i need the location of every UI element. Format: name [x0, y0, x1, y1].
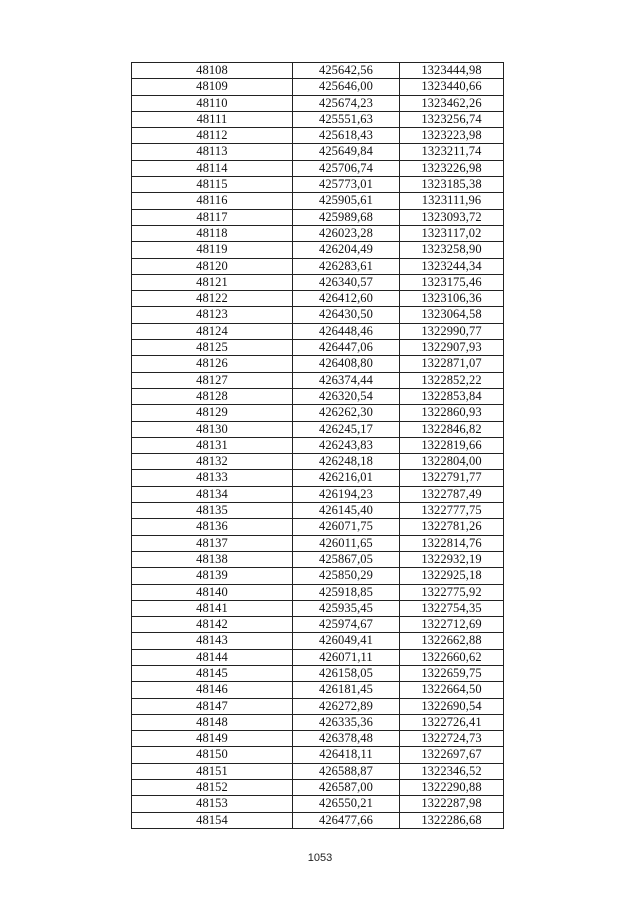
point-id-cell: 48138 — [132, 551, 293, 567]
table-row — [132, 698, 504, 714]
x-coordinate-cell: 426448,46 — [293, 323, 400, 339]
x-coordinate-cell: 426588,87 — [293, 763, 400, 779]
y-coordinate-cell: 1322814,76 — [400, 535, 504, 551]
point-id-cell: 48129 — [132, 405, 293, 421]
point-id-cell: 48139 — [132, 568, 293, 584]
point-id-cell: 48140 — [132, 584, 293, 600]
table-row — [132, 600, 504, 616]
table-row — [132, 812, 504, 828]
table-row — [132, 209, 504, 225]
point-id-cell: 48145 — [132, 665, 293, 681]
x-coordinate-cell: 426158,05 — [293, 665, 400, 681]
y-coordinate-cell: 1323256,74 — [400, 111, 504, 127]
x-coordinate-cell: 425935,45 — [293, 600, 400, 616]
y-coordinate-cell: 1322290,88 — [400, 780, 504, 796]
point-id-cell: 48151 — [132, 763, 293, 779]
table-row — [132, 128, 504, 144]
point-id-cell: 48132 — [132, 454, 293, 470]
y-coordinate-cell: 1322690,54 — [400, 698, 504, 714]
table-row — [132, 421, 504, 437]
point-id-cell: 48111 — [132, 111, 293, 127]
x-coordinate-cell: 426378,48 — [293, 731, 400, 747]
x-coordinate-cell: 425850,29 — [293, 568, 400, 584]
y-coordinate-cell: 1322925,18 — [400, 568, 504, 584]
x-coordinate-cell: 426408,80 — [293, 356, 400, 372]
y-coordinate-cell: 1323117,02 — [400, 225, 504, 241]
y-coordinate-cell: 1322804,00 — [400, 454, 504, 470]
table-row — [132, 225, 504, 241]
table-row — [132, 291, 504, 307]
y-coordinate-cell: 1323226,98 — [400, 160, 504, 176]
point-id-cell: 48143 — [132, 633, 293, 649]
table-row — [132, 731, 504, 747]
table-row — [132, 649, 504, 665]
x-coordinate-cell: 426272,89 — [293, 698, 400, 714]
table-row — [132, 584, 504, 600]
x-coordinate-cell: 425618,43 — [293, 128, 400, 144]
table-row — [132, 307, 504, 323]
point-id-cell: 48153 — [132, 796, 293, 812]
point-id-cell: 48112 — [132, 128, 293, 144]
table-row — [132, 193, 504, 209]
y-coordinate-cell: 1322724,73 — [400, 731, 504, 747]
table-row — [132, 470, 504, 486]
y-coordinate-cell: 1323111,96 — [400, 193, 504, 209]
table-row — [132, 177, 504, 193]
x-coordinate-cell: 426049,41 — [293, 633, 400, 649]
x-coordinate-cell: 425706,74 — [293, 160, 400, 176]
point-id-cell: 48154 — [132, 812, 293, 828]
x-coordinate-cell: 425773,01 — [293, 177, 400, 193]
table-row — [132, 160, 504, 176]
x-coordinate-cell: 426181,45 — [293, 682, 400, 698]
x-coordinate-cell: 426071,75 — [293, 519, 400, 535]
x-coordinate-cell: 426262,30 — [293, 405, 400, 421]
table-row — [132, 79, 504, 95]
table-row — [132, 535, 504, 551]
y-coordinate-cell: 1323211,74 — [400, 144, 504, 160]
point-id-cell: 48136 — [132, 519, 293, 535]
table-row — [132, 111, 504, 127]
x-coordinate-cell: 425989,68 — [293, 209, 400, 225]
point-id-cell: 48108 — [132, 63, 293, 79]
x-coordinate-cell: 426374,44 — [293, 372, 400, 388]
point-id-cell: 48137 — [132, 535, 293, 551]
point-id-cell: 48118 — [132, 225, 293, 241]
point-id-cell: 48119 — [132, 242, 293, 258]
point-id-cell: 48142 — [132, 617, 293, 633]
y-coordinate-cell: 1322787,49 — [400, 486, 504, 502]
y-coordinate-cell: 1323258,90 — [400, 242, 504, 258]
table-row — [132, 763, 504, 779]
table-row — [132, 796, 504, 812]
y-coordinate-cell: 1322697,67 — [400, 747, 504, 763]
point-id-cell: 48116 — [132, 193, 293, 209]
x-coordinate-cell: 425867,05 — [293, 551, 400, 567]
x-coordinate-cell: 426011,65 — [293, 535, 400, 551]
point-id-cell: 48148 — [132, 714, 293, 730]
y-coordinate-cell: 1323440,66 — [400, 79, 504, 95]
table-row — [132, 63, 504, 79]
point-id-cell: 48144 — [132, 649, 293, 665]
point-id-cell: 48133 — [132, 470, 293, 486]
y-coordinate-cell: 1323444,98 — [400, 63, 504, 79]
x-coordinate-cell: 426243,83 — [293, 437, 400, 453]
y-coordinate-cell: 1322662,88 — [400, 633, 504, 649]
y-coordinate-cell: 1323175,46 — [400, 274, 504, 290]
table-row — [132, 780, 504, 796]
y-coordinate-cell: 1323093,72 — [400, 209, 504, 225]
y-coordinate-cell: 1322819,66 — [400, 437, 504, 453]
x-coordinate-cell: 426216,01 — [293, 470, 400, 486]
x-coordinate-cell: 426194,23 — [293, 486, 400, 502]
x-coordinate-cell: 426447,06 — [293, 340, 400, 356]
y-coordinate-cell: 1322346,52 — [400, 763, 504, 779]
y-coordinate-cell: 1322781,26 — [400, 519, 504, 535]
point-id-cell: 48149 — [132, 731, 293, 747]
table-row — [132, 372, 504, 388]
point-id-cell: 48120 — [132, 258, 293, 274]
y-coordinate-cell: 1323462,26 — [400, 95, 504, 111]
point-id-cell: 48109 — [132, 79, 293, 95]
table-row — [132, 405, 504, 421]
point-id-cell: 48134 — [132, 486, 293, 502]
x-coordinate-cell: 426550,21 — [293, 796, 400, 812]
table-row — [132, 665, 504, 681]
table-row — [132, 617, 504, 633]
x-coordinate-cell: 426204,49 — [293, 242, 400, 258]
y-coordinate-cell: 1322852,22 — [400, 372, 504, 388]
x-coordinate-cell: 425974,67 — [293, 617, 400, 633]
table-row — [132, 144, 504, 160]
page-number: 1053 — [307, 852, 333, 864]
x-coordinate-cell: 425551,63 — [293, 111, 400, 127]
point-id-cell: 48131 — [132, 437, 293, 453]
table-row — [132, 714, 504, 730]
point-id-cell: 48146 — [132, 682, 293, 698]
point-id-cell: 48114 — [132, 160, 293, 176]
y-coordinate-cell: 1322286,68 — [400, 812, 504, 828]
y-coordinate-cell: 1322726,41 — [400, 714, 504, 730]
point-id-cell: 48113 — [132, 144, 293, 160]
y-coordinate-cell: 1323064,58 — [400, 307, 504, 323]
table-row — [132, 486, 504, 502]
y-coordinate-cell: 1322846,82 — [400, 421, 504, 437]
y-coordinate-cell: 1322775,92 — [400, 584, 504, 600]
x-coordinate-cell: 425649,84 — [293, 144, 400, 160]
point-id-cell: 48124 — [132, 323, 293, 339]
y-coordinate-cell: 1322659,75 — [400, 665, 504, 681]
table-row — [132, 747, 504, 763]
x-coordinate-cell: 426418,11 — [293, 747, 400, 763]
x-coordinate-cell: 426071,11 — [293, 649, 400, 665]
y-coordinate-cell: 1322754,35 — [400, 600, 504, 616]
x-coordinate-cell: 426340,57 — [293, 274, 400, 290]
table-row — [132, 242, 504, 258]
table-row — [132, 258, 504, 274]
x-coordinate-cell: 426145,40 — [293, 503, 400, 519]
x-coordinate-cell: 426248,18 — [293, 454, 400, 470]
x-coordinate-cell: 426477,66 — [293, 812, 400, 828]
x-coordinate-cell: 425905,61 — [293, 193, 400, 209]
x-coordinate-cell: 426430,50 — [293, 307, 400, 323]
coordinates-table — [131, 62, 504, 829]
x-coordinate-cell: 426023,28 — [293, 225, 400, 241]
y-coordinate-cell: 1323106,36 — [400, 291, 504, 307]
point-id-cell: 48152 — [132, 780, 293, 796]
x-coordinate-cell: 425674,23 — [293, 95, 400, 111]
point-id-cell: 48122 — [132, 291, 293, 307]
table-row — [132, 340, 504, 356]
table-row — [132, 95, 504, 111]
point-id-cell: 48141 — [132, 600, 293, 616]
x-coordinate-cell: 426412,60 — [293, 291, 400, 307]
y-coordinate-cell: 1322907,93 — [400, 340, 504, 356]
y-coordinate-cell: 1323223,98 — [400, 128, 504, 144]
x-coordinate-cell: 425642,56 — [293, 63, 400, 79]
x-coordinate-cell: 426587,00 — [293, 780, 400, 796]
table-row — [132, 551, 504, 567]
y-coordinate-cell: 1322664,50 — [400, 682, 504, 698]
table-row — [132, 568, 504, 584]
x-coordinate-cell: 426320,54 — [293, 388, 400, 404]
table-row — [132, 633, 504, 649]
y-coordinate-cell: 1322990,77 — [400, 323, 504, 339]
x-coordinate-cell: 425918,85 — [293, 584, 400, 600]
table-row — [132, 274, 504, 290]
point-id-cell: 48121 — [132, 274, 293, 290]
table-row — [132, 356, 504, 372]
table-row — [132, 388, 504, 404]
point-id-cell: 48123 — [132, 307, 293, 323]
y-coordinate-cell: 1322860,93 — [400, 405, 504, 421]
y-coordinate-cell: 1323185,38 — [400, 177, 504, 193]
y-coordinate-cell: 1322871,07 — [400, 356, 504, 372]
y-coordinate-cell: 1322853,84 — [400, 388, 504, 404]
point-id-cell: 48127 — [132, 372, 293, 388]
y-coordinate-cell: 1322287,98 — [400, 796, 504, 812]
table-row — [132, 454, 504, 470]
table-row — [132, 503, 504, 519]
point-id-cell: 48126 — [132, 356, 293, 372]
point-id-cell: 48110 — [132, 95, 293, 111]
x-coordinate-cell: 426245,17 — [293, 421, 400, 437]
point-id-cell: 48130 — [132, 421, 293, 437]
x-coordinate-cell: 426335,36 — [293, 714, 400, 730]
table-row — [132, 519, 504, 535]
y-coordinate-cell: 1322791,77 — [400, 470, 504, 486]
y-coordinate-cell: 1322932,19 — [400, 551, 504, 567]
y-coordinate-cell: 1322777,75 — [400, 503, 504, 519]
y-coordinate-cell: 1323244,34 — [400, 258, 504, 274]
point-id-cell: 48125 — [132, 340, 293, 356]
x-coordinate-cell: 426283,61 — [293, 258, 400, 274]
point-id-cell: 48117 — [132, 209, 293, 225]
x-coordinate-cell: 425646,00 — [293, 79, 400, 95]
y-coordinate-cell: 1322660,62 — [400, 649, 504, 665]
point-id-cell: 48150 — [132, 747, 293, 763]
table-row — [132, 437, 504, 453]
point-id-cell: 48147 — [132, 698, 293, 714]
point-id-cell: 48128 — [132, 388, 293, 404]
table-row — [132, 682, 504, 698]
coordinates-table-body — [132, 63, 504, 829]
y-coordinate-cell: 1322712,69 — [400, 617, 504, 633]
point-id-cell: 48115 — [132, 177, 293, 193]
point-id-cell: 48135 — [132, 503, 293, 519]
table-row — [132, 323, 504, 339]
